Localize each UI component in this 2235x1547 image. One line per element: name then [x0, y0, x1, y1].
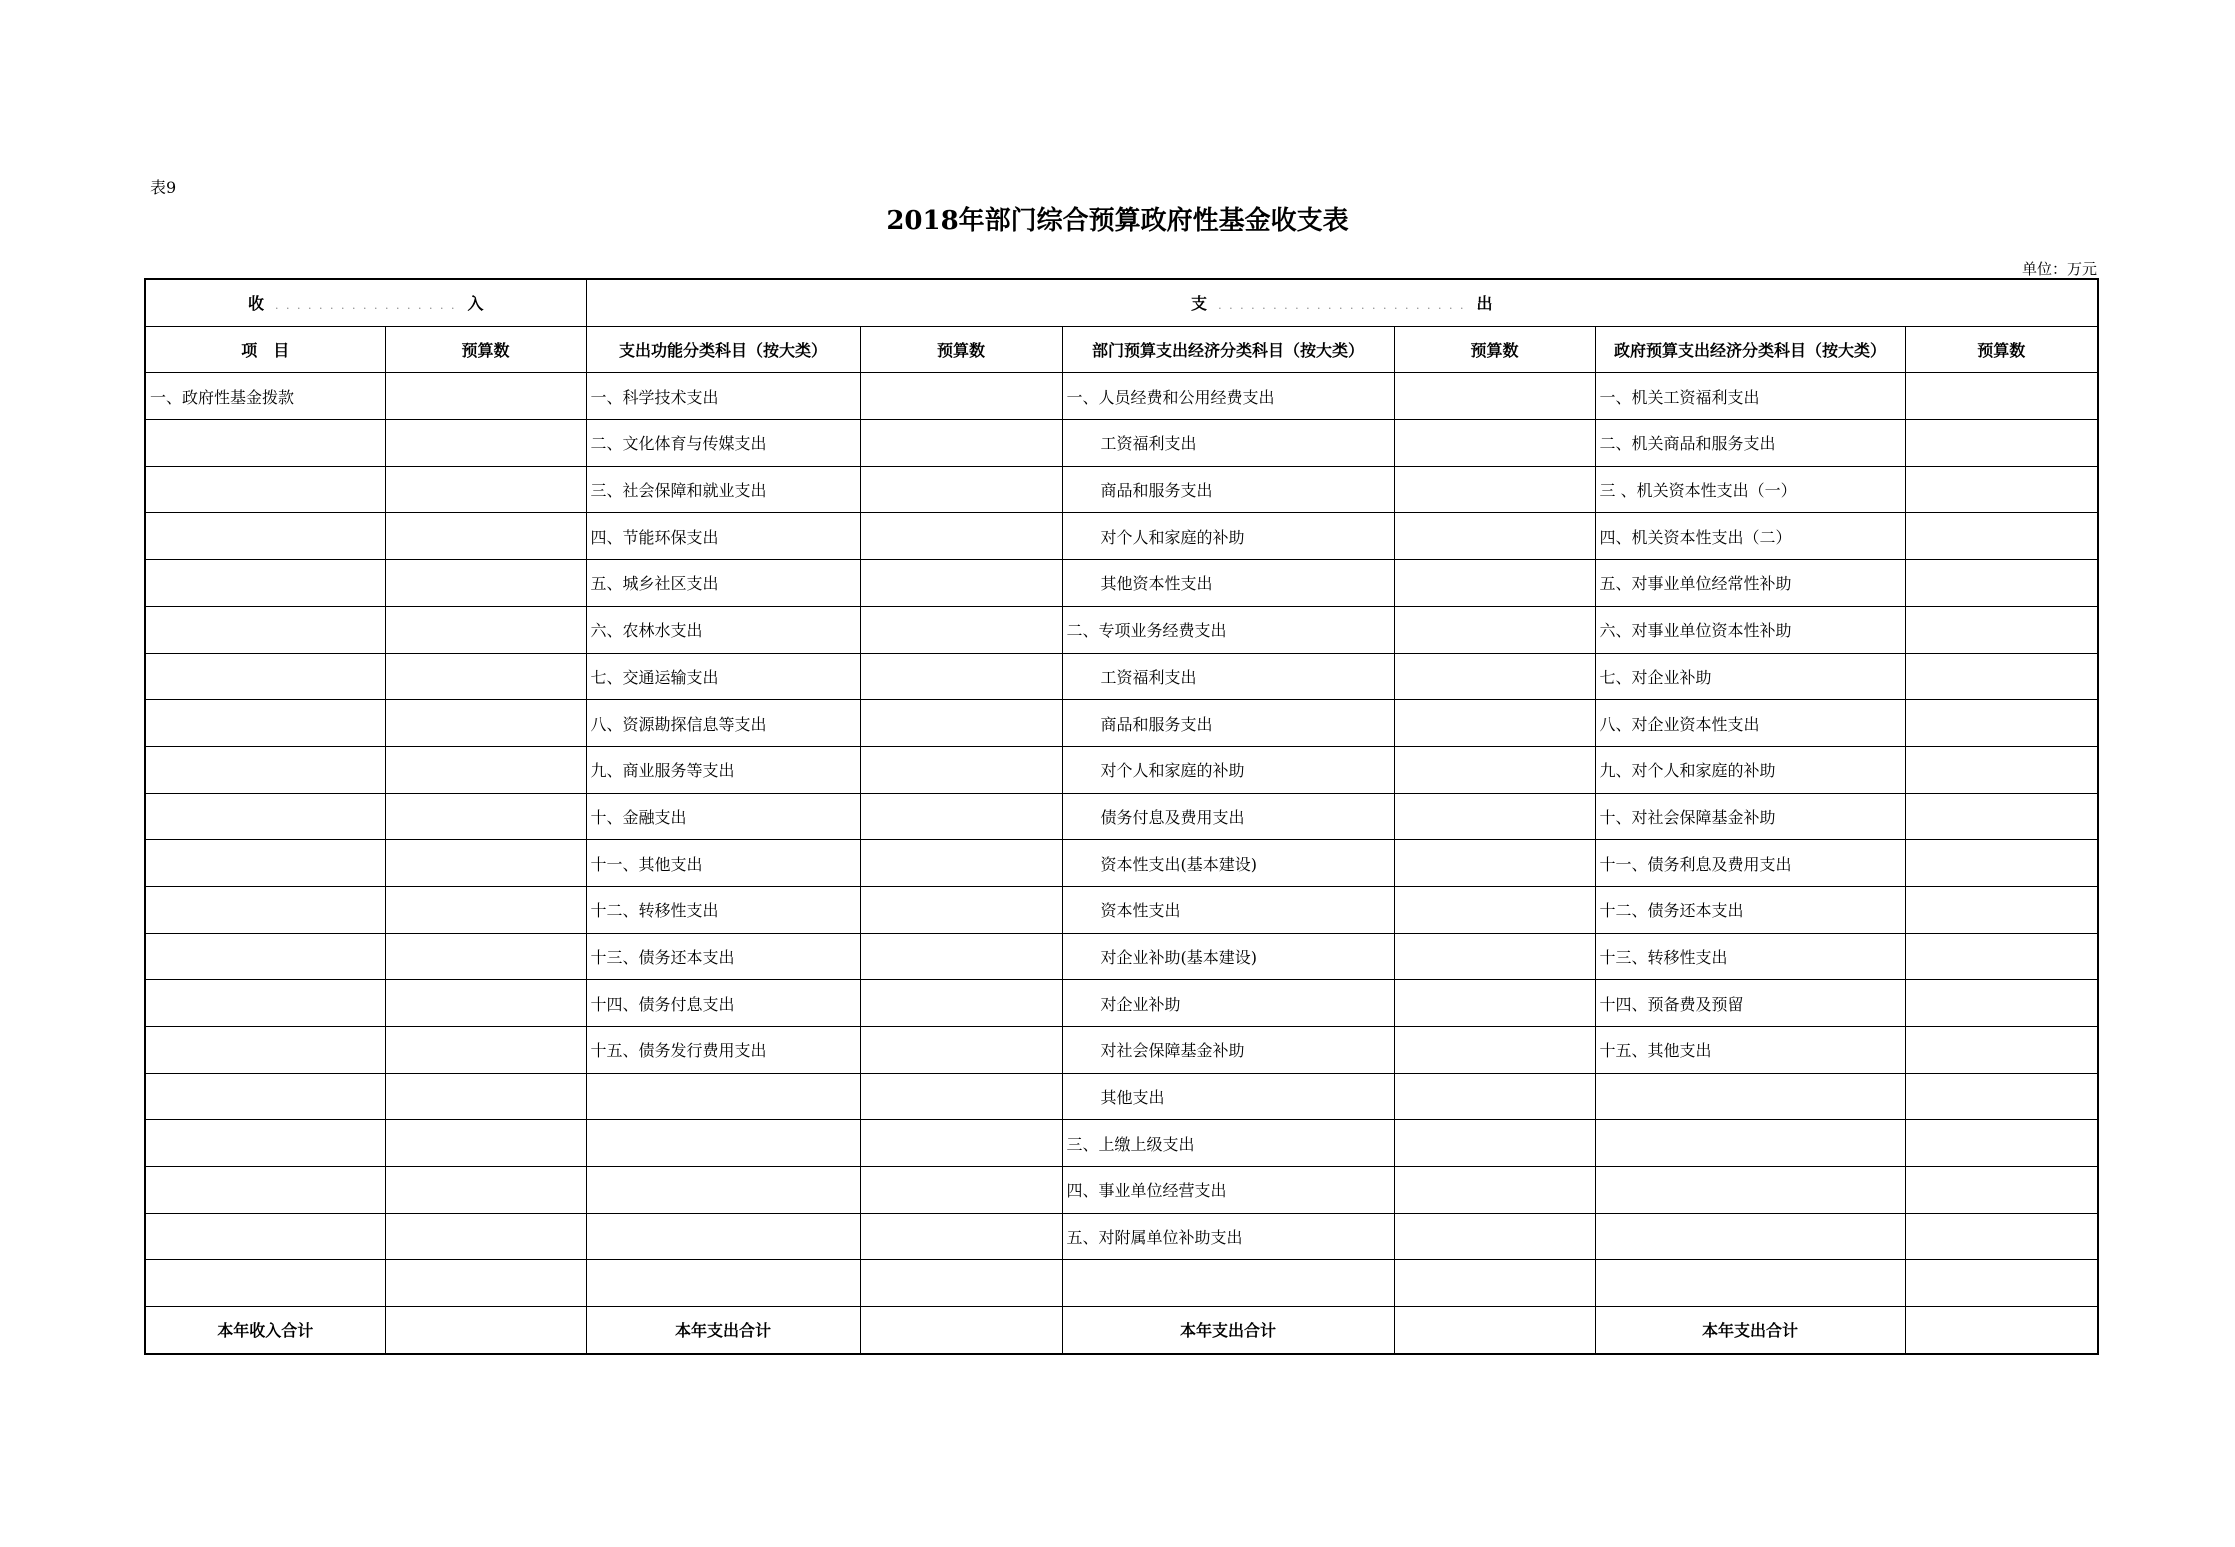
income-group-header: 收 . . . . . . . . . . . . . . . . . 入	[145, 279, 586, 326]
income-cell	[145, 886, 385, 933]
table-row	[145, 980, 2098, 1027]
budget-cell-2	[860, 1167, 1062, 1214]
dept-cell: 对个人和家庭的补助	[1062, 513, 1394, 560]
budget-cell-1	[385, 886, 586, 933]
gov-cell: 十二、债务还本支出	[1595, 886, 1905, 933]
gov-cell: 三 、机关资本性支出（一）	[1595, 466, 1905, 513]
income-total-label: 本年收入合计	[145, 1307, 385, 1354]
budget-cell-1	[385, 560, 586, 607]
budget-cell-3	[1394, 746, 1595, 793]
budget-cell-3	[1394, 1027, 1595, 1074]
budget-cell-3	[1394, 933, 1595, 980]
budget-cell-3	[1394, 560, 1595, 607]
func-cell: 八、资源勘探信息等支出	[586, 700, 860, 747]
budget-cell-4	[1905, 1120, 2098, 1167]
budget-cell-1	[385, 746, 586, 793]
budget-cell-1	[385, 653, 586, 700]
budget-cell-3	[1394, 1260, 1595, 1307]
func-cell: 十二、转移性支出	[586, 886, 860, 933]
income-cell	[145, 1120, 385, 1167]
income-cell	[145, 1073, 385, 1120]
budget-cell-2	[860, 933, 1062, 980]
budget-cell-2	[860, 560, 1062, 607]
table-row	[145, 1213, 2098, 1260]
budget-cell-4	[1905, 466, 2098, 513]
gov-cell: 五、对事业单位经常性补助	[1595, 560, 1905, 607]
income-cell	[145, 793, 385, 840]
table-row	[145, 1167, 2098, 1214]
income-cell	[145, 840, 385, 887]
budget-cell-1	[385, 1260, 586, 1307]
budget-cell-3	[1394, 373, 1595, 420]
budget-cell-4	[1905, 840, 2098, 887]
income-cell	[145, 606, 385, 653]
gov-total-value	[1905, 1307, 2098, 1354]
col-header-budget-4: 预算数	[1905, 326, 2098, 373]
gov-cell	[1595, 1120, 1905, 1167]
budget-cell-1	[385, 700, 586, 747]
func-cell	[586, 1120, 860, 1167]
budget-cell-4	[1905, 373, 2098, 420]
dept-cell: 工资福利支出	[1062, 653, 1394, 700]
gov-cell: 九、对个人和家庭的补助	[1595, 746, 1905, 793]
budget-cell-2	[860, 466, 1062, 513]
gov-cell: 十四、预备费及预留	[1595, 980, 1905, 1027]
dept-cell: 商品和服务支出	[1062, 466, 1394, 513]
budget-cell-4	[1905, 1213, 2098, 1260]
budget-cell-2	[860, 1120, 1062, 1167]
table-row	[145, 373, 2098, 420]
unit-label: 单位：万元	[2021, 260, 2097, 278]
budget-cell-1	[385, 466, 586, 513]
func-cell: 五、城乡社区支出	[586, 560, 860, 607]
dept-cell	[1062, 1260, 1394, 1307]
table-row	[145, 1120, 2098, 1167]
budget-cell-1	[385, 1073, 586, 1120]
table-row	[145, 513, 2098, 560]
gov-cell: 七、对企业补助	[1595, 653, 1905, 700]
budget-cell-3	[1394, 1167, 1595, 1214]
func-cell: 十五、债务发行费用支出	[586, 1027, 860, 1074]
expense-group-header: 支 . . . . . . . . . . . . . . . . . . . . . . . 出	[586, 279, 2098, 326]
dept-cell: 对个人和家庭的补助	[1062, 746, 1394, 793]
dept-cell: 工资福利支出	[1062, 420, 1394, 467]
budget-cell-1	[385, 606, 586, 653]
income-cell	[145, 420, 385, 467]
dept-cell: 对企业补助(基本建设)	[1062, 933, 1394, 980]
func-cell: 十、金融支出	[586, 793, 860, 840]
budget-cell-1	[385, 1213, 586, 1260]
budget-cell-2	[860, 373, 1062, 420]
dept-cell: 债务付息及费用支出	[1062, 793, 1394, 840]
income-cell	[145, 466, 385, 513]
group-header-row	[145, 279, 2098, 326]
table-row	[145, 933, 2098, 980]
column-header-row	[145, 326, 2098, 373]
table-row	[145, 793, 2098, 840]
func-cell: 一、科学技术支出	[586, 373, 860, 420]
func-cell	[586, 1260, 860, 1307]
budget-cell-1	[385, 513, 586, 560]
budget-cell-2	[860, 886, 1062, 933]
table-row	[145, 1260, 2098, 1307]
gov-cell	[1595, 1073, 1905, 1120]
table-row	[145, 466, 2098, 513]
dept-cell: 四、事业单位经营支出	[1062, 1167, 1394, 1214]
income-cell	[145, 1027, 385, 1074]
income-cell	[145, 933, 385, 980]
budget-cell-2	[860, 606, 1062, 653]
budget-cell-4	[1905, 700, 2098, 747]
table-row	[145, 606, 2098, 653]
gov-cell: 十一、债务利息及费用支出	[1595, 840, 1905, 887]
table-row	[145, 1073, 2098, 1120]
func-cell: 十一、其他支出	[586, 840, 860, 887]
gov-cell: 八、对企业资本性支出	[1595, 700, 1905, 747]
income-total-value	[385, 1307, 586, 1354]
budget-cell-3	[1394, 840, 1595, 887]
budget-cell-3	[1394, 886, 1595, 933]
budget-cell-2	[860, 513, 1062, 560]
func-cell: 十四、债务付息支出	[586, 980, 860, 1027]
table-row	[145, 420, 2098, 467]
dept-cell: 资本性支出	[1062, 886, 1394, 933]
col-header-budget-1: 预算数	[385, 326, 586, 373]
budget-cell-4	[1905, 980, 2098, 1027]
table-number: 表9	[150, 178, 177, 197]
gov-cell: 四、机关资本性支出（二）	[1595, 513, 1905, 560]
dept-cell: 对企业补助	[1062, 980, 1394, 1027]
func-cell: 六、农林水支出	[586, 606, 860, 653]
gov-cell	[1595, 1167, 1905, 1214]
budget-cell-3	[1394, 1073, 1595, 1120]
budget-cell-2	[860, 1260, 1062, 1307]
table-row	[145, 700, 2098, 747]
budget-cell-1	[385, 793, 586, 840]
budget-cell-3	[1394, 980, 1595, 1027]
income-cell	[145, 1213, 385, 1260]
expense-header-right: 出	[1476, 294, 1493, 314]
income-header-left: 收	[247, 294, 264, 314]
budget-cell-4	[1905, 746, 2098, 793]
budget-cell-1	[385, 1027, 586, 1074]
income-cell	[145, 1167, 385, 1214]
budget-table	[144, 278, 2099, 1355]
table-row	[145, 746, 2098, 793]
func-cell	[586, 1167, 860, 1214]
budget-cell-4	[1905, 793, 2098, 840]
budget-cell-2	[860, 653, 1062, 700]
budget-cell-2	[860, 1073, 1062, 1120]
dept-cell: 其他支出	[1062, 1073, 1394, 1120]
col-header-budget-2: 预算数	[860, 326, 1062, 373]
dept-cell: 商品和服务支出	[1062, 700, 1394, 747]
income-cell	[145, 980, 385, 1027]
budget-cell-3	[1394, 420, 1595, 467]
table-row	[145, 886, 2098, 933]
col-header-budget-3: 预算数	[1394, 326, 1595, 373]
gov-cell: 六、对事业单位资本性补助	[1595, 606, 1905, 653]
budget-cell-4	[1905, 560, 2098, 607]
col-header-item: 项 目	[145, 326, 385, 373]
gov-cell: 十、对社会保障基金补助	[1595, 793, 1905, 840]
func-cell: 四、节能环保支出	[586, 513, 860, 560]
budget-cell-2	[860, 746, 1062, 793]
table-row	[145, 1027, 2098, 1074]
budget-cell-1	[385, 1167, 586, 1214]
budget-cell-3	[1394, 1120, 1595, 1167]
income-cell	[145, 700, 385, 747]
dept-cell: 资本性支出(基本建设)	[1062, 840, 1394, 887]
col-header-gov: 政府预算支出经济分类科目（按大类）	[1595, 326, 1905, 373]
gov-cell: 一、机关工资福利支出	[1595, 373, 1905, 420]
budget-cell-3	[1394, 700, 1595, 747]
budget-cell-2	[860, 700, 1062, 747]
gov-cell: 十三、转移性支出	[1595, 933, 1905, 980]
dept-cell: 五、对附属单位补助支出	[1062, 1213, 1394, 1260]
budget-cell-1	[385, 1120, 586, 1167]
table-row	[145, 653, 2098, 700]
dept-cell: 对社会保障基金补助	[1062, 1027, 1394, 1074]
budget-cell-4	[1905, 1260, 2098, 1307]
budget-cell-3	[1394, 793, 1595, 840]
table-row	[145, 840, 2098, 887]
budget-cell-2	[860, 1027, 1062, 1074]
gov-cell: 二、机关商品和服务支出	[1595, 420, 1905, 467]
func-cell: 二、文化体育与传媒支出	[586, 420, 860, 467]
budget-cell-2	[860, 840, 1062, 887]
budget-cell-3	[1394, 606, 1595, 653]
budget-cell-4	[1905, 653, 2098, 700]
dept-cell: 二、专项业务经费支出	[1062, 606, 1394, 653]
budget-cell-2	[860, 1213, 1062, 1260]
budget-cell-1	[385, 840, 586, 887]
gov-total-label: 本年支出合计	[1595, 1307, 1905, 1354]
page-title: 2018年部门综合预算政府性基金收支表	[886, 206, 1349, 236]
budget-cell-3	[1394, 466, 1595, 513]
income-header-right: 入	[467, 294, 484, 314]
budget-cell-2	[860, 980, 1062, 1027]
func-cell	[586, 1213, 860, 1260]
budget-cell-3	[1394, 1213, 1595, 1260]
gov-cell	[1595, 1260, 1905, 1307]
budget-cell-3	[1394, 653, 1595, 700]
budget-cell-3	[1394, 513, 1595, 560]
budget-cell-1	[385, 933, 586, 980]
func-total-label: 本年支出合计	[586, 1307, 860, 1354]
income-cell: 一、政府性基金拨款	[145, 373, 385, 420]
budget-cell-4	[1905, 513, 2098, 560]
col-header-func: 支出功能分类科目（按大类）	[586, 326, 860, 373]
expense-header-left: 支	[1191, 294, 1208, 314]
budget-cell-2	[860, 420, 1062, 467]
dept-cell: 一、人员经费和公用经费支出	[1062, 373, 1394, 420]
income-cell	[145, 513, 385, 560]
col-header-dept: 部门预算支出经济分类科目（按大类）	[1062, 326, 1394, 373]
totals-row	[145, 1307, 2098, 1354]
budget-cell-4	[1905, 1073, 2098, 1120]
budget-cell-4	[1905, 606, 2098, 653]
dept-total-label: 本年支出合计	[1062, 1307, 1394, 1354]
income-cell	[145, 746, 385, 793]
dept-cell: 三、上缴上级支出	[1062, 1120, 1394, 1167]
dept-total-value	[1394, 1307, 1595, 1354]
budget-cell-1	[385, 420, 586, 467]
gov-cell: 十五、其他支出	[1595, 1027, 1905, 1074]
func-cell: 十三、债务还本支出	[586, 933, 860, 980]
table-row	[145, 560, 2098, 607]
budget-cell-4	[1905, 420, 2098, 467]
func-cell	[586, 1073, 860, 1120]
func-total-value	[860, 1307, 1062, 1354]
budget-cell-1	[385, 373, 586, 420]
income-cell	[145, 560, 385, 607]
budget-cell-4	[1905, 1027, 2098, 1074]
budget-cell-4	[1905, 933, 2098, 980]
income-cell	[145, 1260, 385, 1307]
budget-cell-2	[860, 793, 1062, 840]
gov-cell	[1595, 1213, 1905, 1260]
budget-cell-4	[1905, 886, 2098, 933]
budget-cell-1	[385, 980, 586, 1027]
func-cell: 三、社会保障和就业支出	[586, 466, 860, 513]
dept-cell: 其他资本性支出	[1062, 560, 1394, 607]
budget-cell-4	[1905, 1167, 2098, 1214]
func-cell: 七、交通运输支出	[586, 653, 860, 700]
func-cell: 九、商业服务等支出	[586, 746, 860, 793]
income-cell	[145, 653, 385, 700]
